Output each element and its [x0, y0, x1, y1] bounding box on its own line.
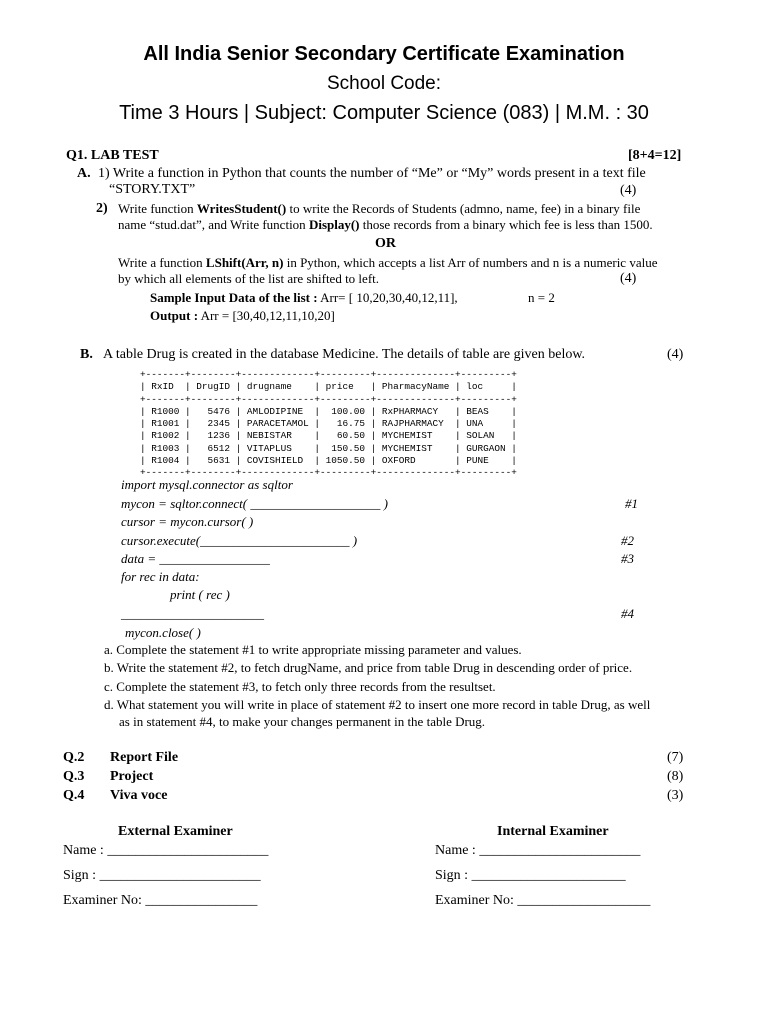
code-line-8: ______________________	[121, 606, 264, 621]
school-code: School Code:	[326, 73, 442, 94]
subq-d: d. What statement you will write in place of statement #2 to insert one more record in table Drug, as well	[104, 697, 651, 712]
q1alt-line1: Write a function LShift(Arr, n) in Python, which accepts a list Arr of numbers and n is a numeric value	[118, 255, 658, 270]
external-examiner-no: Examiner No: ________________	[63, 893, 258, 908]
code-mark-2: #2	[621, 533, 634, 548]
q1b-marks: (4)	[667, 347, 684, 362]
external-examiner-title: External Examiner	[118, 824, 233, 839]
code-line-9: mycon.close( )	[125, 625, 201, 640]
code-line-6: for rec in data:	[121, 569, 200, 584]
external-name-field: Name : _______________________	[63, 843, 269, 858]
code-line-7: print ( rec )	[170, 587, 230, 602]
code-line-4: cursor.execute(_______________________ )	[121, 533, 358, 548]
internal-examiner-title: Internal Examiner	[497, 824, 609, 839]
code-line-1: import mysql.connector as sqltor	[121, 477, 293, 492]
q1a2-line1: Write function WritesStudent() to write the Records of Students (admno, name, fee) in a binary file	[118, 201, 641, 216]
sample-input: Sample Input Data of the list : Arr= [ 10,20,30,40,12,11],	[150, 290, 458, 305]
q1a2-num: 2)	[96, 201, 108, 216]
q1a1-line1: 1) Write a function in Python that counts the number of “Me” or “My” words present in a text file	[98, 166, 646, 181]
code-mark-1: #1	[625, 496, 638, 511]
q1b-text: A table Drug is created in the database Medicine. The details of table are given below.	[103, 347, 586, 362]
internal-name-field: Name : _______________________	[435, 843, 641, 858]
or-divider: OR	[375, 236, 396, 251]
q2-name: Report File	[110, 750, 179, 765]
code-line-5: data = _________________	[121, 551, 270, 566]
subq-d-cont: as in statement #4, to make your changes permanent in the table Drug.	[119, 714, 486, 729]
q1a-label: A.	[77, 166, 91, 181]
exam-info: Time 3 Hours | Subject: Computer Science (083) | M.M. : 30	[119, 102, 649, 124]
drug-table: +-------+--------+-------------+---------+--------------+---------+ | RxID | DrugID | drugname | price | PharmacyName | loc | +-------+--------+-------------+---------+--------------+---------+ | R1000 | 5476 | AMLODIPINE | 100.00 | RxPHARMACY | BEAS | | R1001 | 2345 | PARACETAMOL | 16.75 | RAJPHARMACY | UNA | | R1002 | 1236 | NEBISTAR | 60.50 | MYCHEMIST | SOLAN | | R1003 | 6512 | VITAPLUS | 150.50 | MYCHEMIST | GURGAON | | R1004 | 5631 | COVISHIELD | 1050.50 | OXFORD | PUNE | +-------+--------+-------------+---------+--------------+---------+	[140, 369, 517, 479]
sample-output: Output : Arr = [30,40,12,11,10,20]	[150, 308, 335, 323]
q1b-label: B.	[80, 347, 93, 362]
q3-num: Q.3	[63, 769, 85, 784]
external-sign-field: Sign : _______________________	[63, 868, 261, 883]
internal-examiner-no: Examiner No: ___________________	[435, 893, 651, 908]
q1a1-line2: “STORY.TXT”	[109, 182, 196, 197]
q1alt-marks: (4)	[620, 271, 637, 286]
exam-title: All India Senior Secondary Certificate Examination	[143, 43, 625, 65]
code-mark-4: #4	[621, 606, 634, 621]
q1a1-marks: (4)	[620, 183, 637, 198]
q4-name: Viva voce	[110, 788, 168, 803]
code-mark-3: #3	[621, 551, 634, 566]
subq-b: b. Write the statement #2, to fetch drugName, and price from table Drug in descending order of price.	[104, 660, 633, 675]
code-line-2: mycon = sqltor.connect( ____________________ )	[121, 496, 388, 511]
subq-c: c. Complete the statement #3, to fetch only three records from the resultset.	[104, 679, 496, 694]
q1-marks: [8+4=12]	[628, 148, 682, 163]
q1alt-line2: by which all elements of the list are shifted to left.	[118, 271, 380, 286]
q2-marks: (7)	[667, 750, 684, 765]
q3-marks: (8)	[667, 769, 684, 784]
q1a2-line2: name “stud.dat”, and Write function Display() those records from a binary which fee is less than 1500.	[118, 217, 653, 232]
internal-sign-field: Sign : ______________________	[435, 868, 626, 883]
q3-name: Project	[110, 769, 154, 784]
q4-marks: (3)	[667, 788, 684, 803]
sample-n: n = 2	[528, 290, 555, 305]
q1-label: Q1. LAB TEST	[66, 148, 159, 163]
subq-a: a. Complete the statement #1 to write appropriate missing parameter and values.	[104, 642, 522, 657]
q2-num: Q.2	[63, 750, 85, 765]
q4-num: Q.4	[63, 788, 85, 803]
code-line-3: cursor = mycon.cursor( )	[121, 514, 254, 529]
